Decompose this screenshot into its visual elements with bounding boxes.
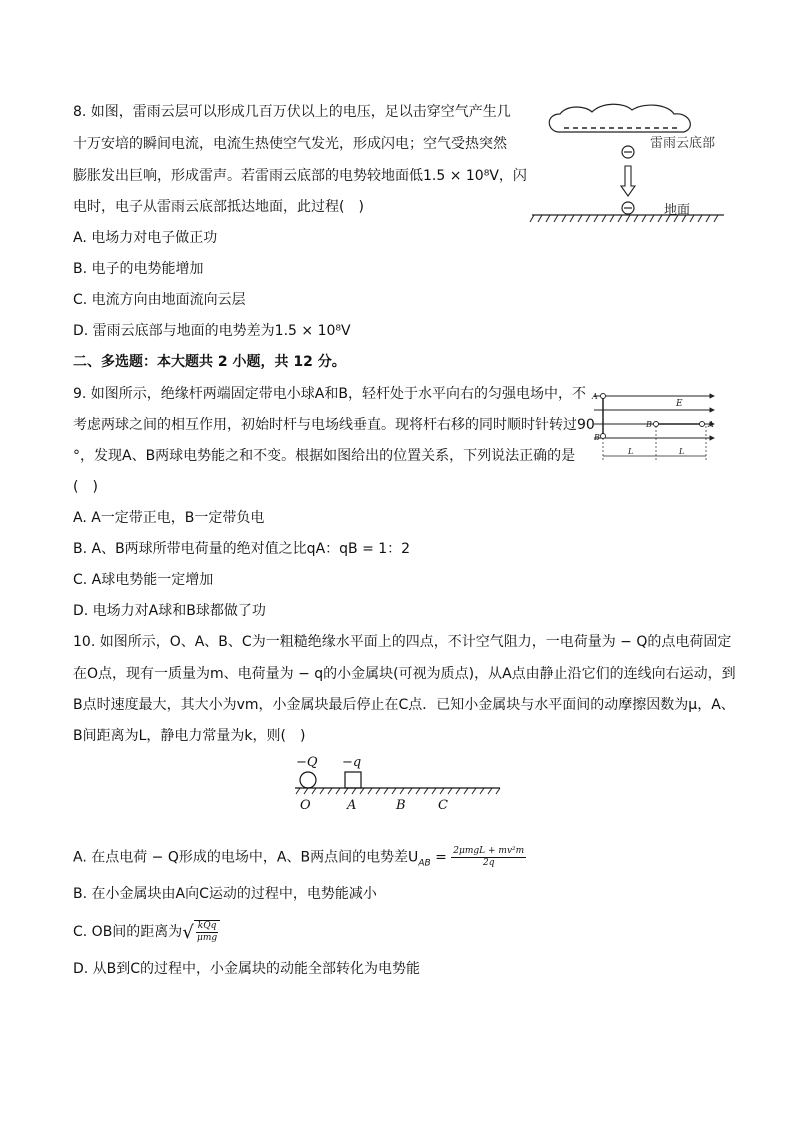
q10-option-a-fraction (451, 846, 526, 869)
q10-line-3: B点时速度最大，其大小为vm，小金属块最后停止在C点．已知小金属块与水平面间的动摩擦因数为μ，A、 (73, 697, 735, 713)
q9-option-d: D. 电场力对A球和B球都做了功 (73, 603, 266, 619)
label-E: E (676, 399, 683, 409)
q10-option-a-equals: = (430, 849, 452, 866)
radicand-denominator: μmg (197, 933, 218, 943)
q10-option-b: B. 在小金属块由A向C运动的过程中，电势能减小 (73, 886, 377, 902)
label-L-2: L (679, 447, 685, 456)
q9-line-2: 考虑两球之间的相互作用，初始时杆与电场线垂直。现将杆右移的同时顺时针转过90 (73, 417, 595, 433)
q10-line-4: B间距离为L，静电力常量为k，则( ) (73, 728, 306, 744)
q10-option-c-text: C. OB间的距离为 (73, 924, 183, 940)
fraction-denominator: 2q (482, 858, 495, 868)
q9-line-1: 9. 如图所示，绝缘杆两端固定带电小球A和B，轻杆处于水平向右的匀强电场中，不 (73, 386, 586, 402)
q10-option-a-subscript: AB (418, 858, 431, 869)
point-A-label: A (347, 798, 357, 813)
point-charge-ball (300, 772, 316, 788)
charge-q-label: −q (342, 755, 362, 770)
cloud-label: 雷雨云底部 (650, 136, 716, 151)
metal-block (345, 772, 361, 788)
down-arrow (621, 166, 635, 196)
q10-option-d: D. 从B到C的过程中，小金属块的动能全部转化为电势能 (73, 961, 421, 977)
q8-option-b: B. 电子的电势能增加 (73, 261, 204, 277)
q9-line-3: °，发现A、B两球电势能之和不变。根据如图给出的位置关系，下列说法正确的是 (73, 448, 576, 464)
q9-line-4: ( ) (73, 479, 98, 495)
label-A-initial: A (592, 392, 598, 401)
fraction-numerator: 2μmgL + mv²m (453, 846, 525, 856)
q8-line-4: 电时，电子从雷雨云底部抵达地面，此过程( ) (73, 199, 364, 215)
q10-line-2: 在O点，现有一质量为m、电荷量为 − q的小金属块(可视为质点)，从A点由静止沿它们的连线向右运动，到 (73, 666, 736, 682)
q8-line-3: 膨胀发出巨响，形成雷声。若雷雨云底部的电势较地面低1.5 × 10⁸V，闪 (73, 168, 527, 184)
q9-field-figure (590, 384, 720, 466)
radicand-fraction (196, 921, 219, 944)
point-O-label: O (300, 798, 311, 813)
q9-option-b: B. A、B两球所带电荷量的绝对值之比qA：qB = 1：2 (73, 541, 411, 557)
q10-line-1: 10. 如图所示，O、A、B、C为一粗糙绝缘水平面上的四点，不计空气阻力，一电荷量为 − Q的点电荷固定 (73, 634, 732, 650)
label-A-final: A (708, 420, 714, 429)
q10-option-a (73, 846, 526, 873)
q9-option-c: C. A球电势能一定增加 (73, 572, 214, 588)
q8-line-1: 8. 如图，雷雨云层可以形成几百万伏以上的电压，足以击穿空气产生几 (73, 104, 511, 120)
q8-line-2: 十万安培的瞬间电流，电流生热使空气发光，形成闪电；空气受热突然 (73, 136, 507, 152)
section-heading-multi-choice: 二、多选题：本大题共 2 小题，共 12 分。 (73, 354, 346, 370)
charge-Q-label: −Q (296, 755, 318, 770)
label-B-final: B (646, 420, 652, 429)
radicand (194, 920, 221, 944)
point-C-label: C (438, 798, 448, 813)
point-B-label: B (396, 798, 406, 813)
q8-option-d: D. 雷雨云底部与地面的电势差为1.5 × 10⁸V (73, 323, 351, 339)
q10-surface-figure (290, 752, 505, 814)
label-B-initial: B (594, 433, 600, 442)
ground-label: 地面 (664, 203, 691, 218)
q9-option-a: A. A一定带正电，B一定带负电 (73, 510, 265, 526)
q8-lightning-figure (528, 100, 728, 228)
q8-option-c: C. 电流方向由地面流向云层 (73, 292, 246, 308)
q10-option-a-text: A. 在点电荷 − Q形成的电场中，A、B两点间的电势差U (73, 849, 419, 866)
q8-option-a: A. 电场力对电子做正功 (73, 230, 218, 246)
label-L-1: L (628, 447, 634, 456)
radicand-numerator: kQq (197, 921, 217, 931)
q10-option-c (73, 920, 220, 944)
radical-sign-icon: √ (182, 922, 194, 943)
q10-option-c-sqrt (182, 920, 220, 944)
